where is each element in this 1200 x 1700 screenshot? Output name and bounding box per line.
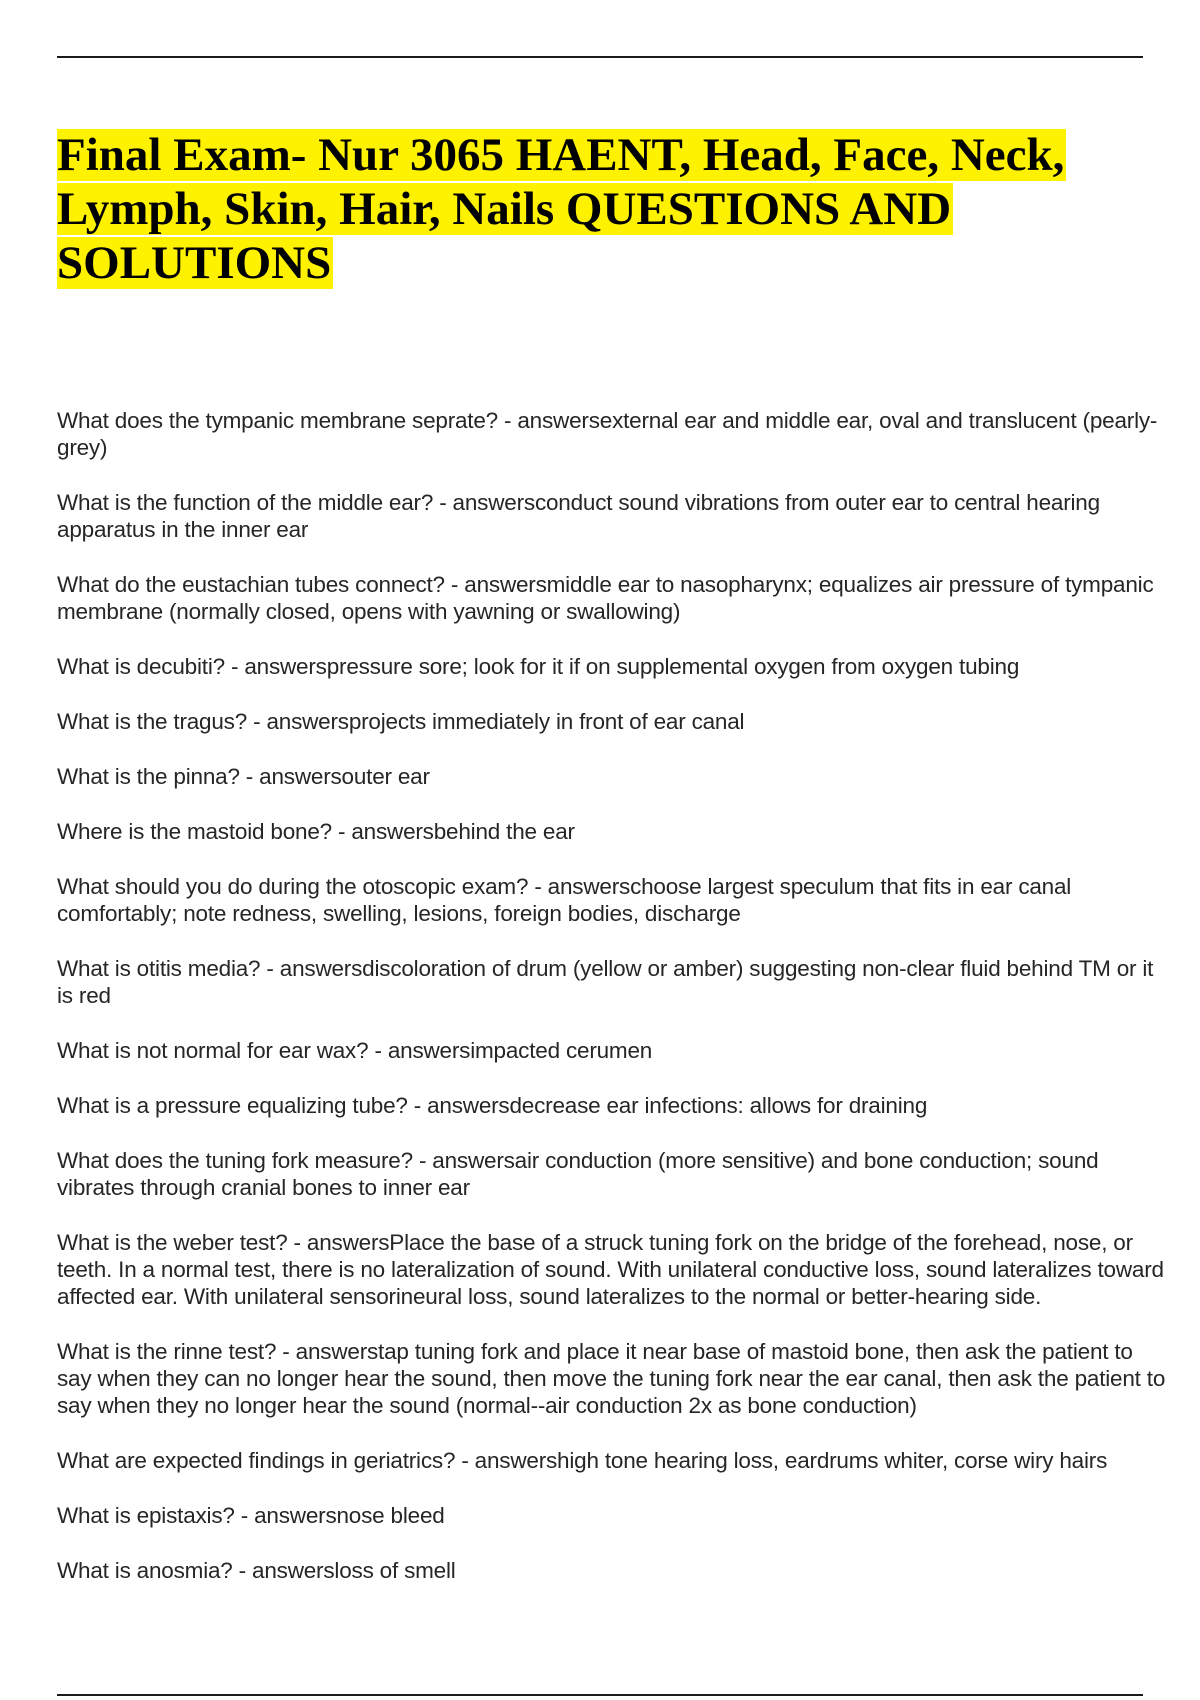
qa-list <box>57 407 1167 1612</box>
qa-item: What is anosmia? - answersloss of smell <box>57 1558 456 1583</box>
qa-item: What is epistaxis? - answersnose bleed <box>57 1503 445 1528</box>
qa-item: What is otitis media? - answersdiscoloration of drum (yellow or amber) suggesting non-clear fluid behind TM or it is red <box>57 956 1154 1008</box>
qa-item: What do the eustachian tubes connect? - answersmiddle ear to nasopharynx; equalizes air pressure of tympanic membrane (normally closed, opens with yawning or swallowing) <box>57 572 1154 624</box>
qa-item: What is the function of the middle ear? - answersconduct sound vibrations from outer ear to central hearing apparatus in the inner ear <box>57 490 1100 542</box>
qa-item: What is the rinne test? - answerstap tuning fork and place it near base of mastoid bone, then ask the patient to say when they can no longer hear the sound, then move the tuning fork near the ear canal, then ask the patient to say when they no longer hear the sound (normal--air conduction 2x as bone conduction) <box>57 1339 1166 1418</box>
qa-item: What is not normal for ear wax? - answersimpacted cerumen <box>57 1038 653 1063</box>
top-rule <box>57 56 1143 58</box>
document-title <box>57 128 1147 290</box>
qa-item: What is the pinna? - answersouter ear <box>57 764 430 789</box>
qa-item: What should you do during the otoscopic exam? - answerschoose largest speculum that fits in ear canal comfortably; note redness, swelling, lesions, foreign bodies, discharge <box>57 874 1072 926</box>
qa-item: What is decubiti? - answerspressure sore; look for it if on supplemental oxygen from oxygen tubing <box>57 654 1020 679</box>
qa-item: What is the weber test? - answersPlace the base of a struck tuning fork on the bridge of the forehead, nose, or teeth. In a normal test, there is no lateralization of sound. With unilateral conductive loss, sound lateralizes toward affected ear. With unilateral sensorineural loss, sound lateralizes to the normal or better-hearing side. <box>57 1230 1164 1309</box>
highlighted-title-text: Final Exam- Nur 3065 HAENT, Head, Face, Neck, Lymph, Skin, Hair, Nails QUESTIONS AND SOLUTIONS <box>57 129 1065 289</box>
qa-item: What is a pressure equalizing tube? - answersdecrease ear infections: allows for draining <box>57 1093 928 1118</box>
qa-item: What does the tuning fork measure? - answersair conduction (more sensitive) and bone conduction; sound vibrates through cranial bones to inner ear <box>57 1148 1099 1200</box>
qa-item: What does the tympanic membrane seprate? - answersexternal ear and middle ear, oval and translucent (pearly-grey) <box>57 408 1158 460</box>
qa-item: Where is the mastoid bone? - answersbehind the ear <box>57 819 575 844</box>
bottom-rule <box>57 1694 1143 1696</box>
qa-item: What are expected findings in geriatrics? - answershigh tone hearing loss, eardrums whiter, corse wiry hairs <box>57 1448 1108 1473</box>
qa-item: What is the tragus? - answersprojects immediately in front of ear canal <box>57 709 745 734</box>
